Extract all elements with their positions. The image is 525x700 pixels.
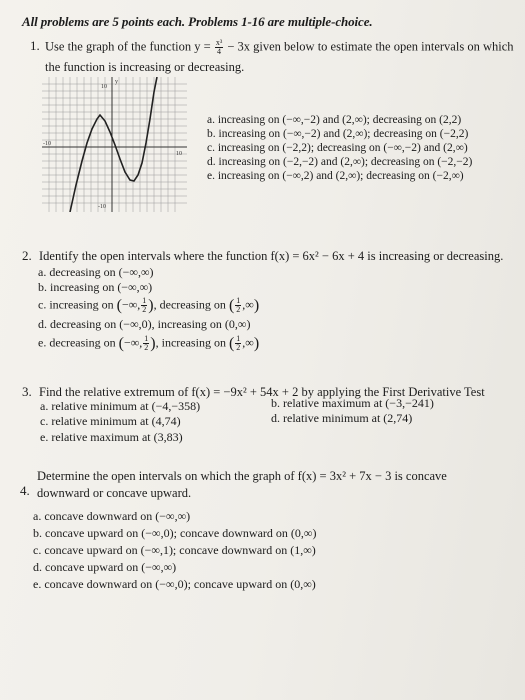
q4-option-b[interactable]: b. concave upward on (−∞,0); concave downward on (0,∞)	[33, 526, 317, 540]
q2-option-e[interactable]: e. decreasing on (−∞, $\frac{1}{2}$ ), increasing on ( $\frac{1}{2}$ ,∞)	[38, 334, 260, 352]
q3-prompt: Find the relative extremum of f(x) = −9x² + 54x + 2 by applying the First Derivative Test	[39, 385, 485, 399]
q2-e-inf: ∞	[245, 335, 254, 350]
q3-option-e[interactable]: e. relative maximum at (3,83)	[40, 430, 183, 444]
q2-e-half2: $\frac{1}{2}$	[236, 334, 241, 352]
q2-option-d[interactable]: d. decreasing on (−∞,0), increasing on (0,∞)	[38, 317, 251, 331]
q3-option-a[interactable]: a. relative minimum at (−4,−358)	[40, 399, 201, 413]
q1-prompt-pre: Use the graph of the function y =	[45, 39, 211, 54]
q2-option-b[interactable]: b. increasing on (−∞,∞)	[38, 280, 153, 294]
y-bottom-label: -10	[98, 204, 106, 210]
instructions-header: All problems are 5 points each. Problems 1-16 are multiple-choice.	[22, 14, 373, 29]
q1-prompt-line1	[45, 39, 514, 56]
q2-prompt: Identify the open intervals where the function f(x) = 6x² − 6x + 4 is increasing or decreasing.	[39, 249, 504, 263]
q4-option-c[interactable]: c. concave upward on (−∞,1); concave downward on (1,∞)	[33, 543, 316, 557]
q1-fraction	[215, 39, 223, 56]
q3-option-d[interactable]: d. relative minimum at (2,74)	[271, 411, 413, 425]
q1-function-graph	[42, 77, 187, 212]
q2-option-a[interactable]: a. decreasing on (−∞,∞)	[38, 265, 154, 279]
q2-c-pre: c. increasing on	[38, 297, 114, 312]
q1-option-d[interactable]: d. increasing on (−2,−2) and (2,∞); decreasing on (−2,−2)	[207, 156, 473, 168]
q1-frac-num: x³	[215, 38, 223, 47]
q4-prompt-line2: downward or concave upward.	[37, 486, 192, 500]
x-right-label: 10	[176, 151, 182, 157]
q2-e-half: $\frac{1}{2}$	[144, 334, 149, 352]
q1-option-e[interactable]: e. increasing on (−∞,2) and (2,∞); decreasing on (−2,∞)	[207, 170, 464, 182]
q2-option-c[interactable]: c. increasing on (−∞, $\frac{1}{2}$ ), decreasing on ( $\frac{1}{2}$ ,∞)	[38, 296, 260, 314]
q2-c-mid: , decreasing on	[153, 297, 226, 312]
q4-option-a[interactable]: a. concave downward on (−∞,∞)	[33, 509, 191, 523]
q2-e-pre: e. decreasing on	[38, 335, 116, 350]
q2-number: 2.	[22, 248, 32, 263]
q3-number: 3.	[22, 384, 32, 399]
q1-number: 1.	[30, 38, 40, 53]
function-curve	[70, 77, 157, 212]
q1-frac-den: 4	[217, 47, 222, 56]
q2-e-mid: , increasing on	[155, 335, 226, 350]
q2-e-neg-inf: −∞	[123, 335, 140, 350]
q1-option-a[interactable]: a. increasing on (−∞,−2) and (2,∞); decreasing on (2,2)	[207, 114, 462, 126]
q4-option-e[interactable]: e. concave downward on (−∞,0); concave upward on (0,∞)	[33, 577, 316, 591]
q1-prompt-post: − 3x given below to estimate the open intervals on which	[227, 39, 514, 54]
q3-option-c[interactable]: c. relative minimum at (4,74)	[40, 414, 181, 428]
q2-c-inf: ∞	[245, 297, 254, 312]
q3-option-b[interactable]: b. relative maximum at (−3,−241)	[271, 396, 434, 410]
q2-c-neg-inf: −∞	[121, 297, 138, 312]
x-left-label: -10	[43, 141, 51, 147]
q1-prompt-line2: the function is increasing or decreasing.	[45, 60, 245, 74]
q2-c-half2: $\frac{1}{2}$	[236, 296, 241, 314]
q1-option-b[interactable]: b. increasing on (−∞,−2) and (2,∞); decreasing on (−2,2)	[207, 128, 469, 140]
q4-prompt-line1: Determine the open intervals on which the graph of f(x) = 3x² + 7x − 3 is concave	[37, 469, 447, 483]
y-axis-label: y	[115, 79, 118, 85]
q2-c-half: $\frac{1}{2}$	[142, 296, 147, 314]
q1-option-c[interactable]: c. increasing on (−2,2); decreasing on (−∞,−2) and (2,∞)	[207, 142, 468, 154]
y-top-label: 10	[101, 84, 107, 90]
q4-number: 4.	[20, 483, 30, 498]
q4-option-d[interactable]: d. concave upward on (−∞,∞)	[33, 560, 177, 574]
